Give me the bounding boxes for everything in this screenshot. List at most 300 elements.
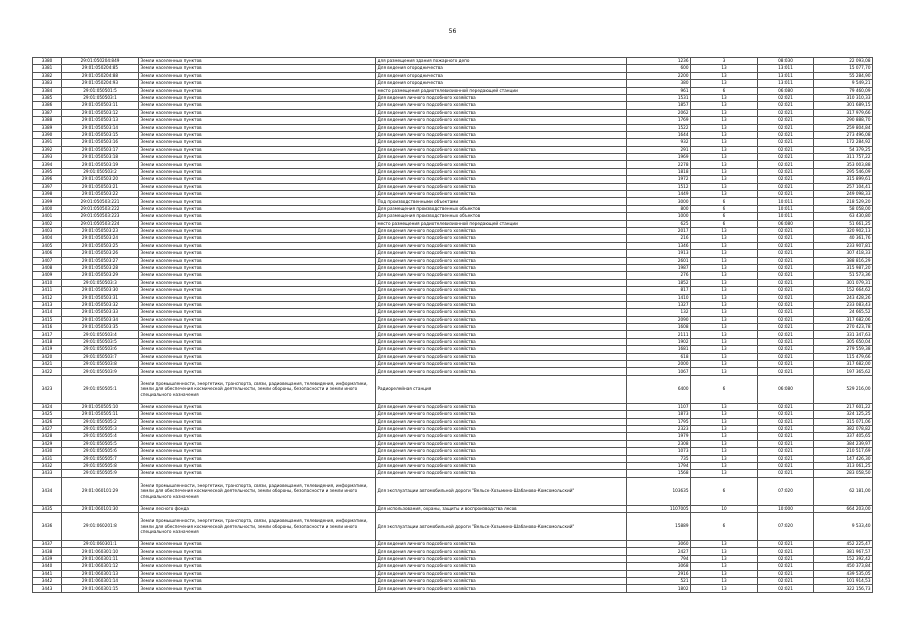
permitted-use-cell: Для ведения личного подсобного хозяйства bbox=[376, 124, 627, 131]
group-code-cell: 13 bbox=[691, 294, 758, 301]
type-code-cell: 02:021 bbox=[758, 294, 814, 301]
permitted-use-cell: Для ведения личного подсобного хозяйства bbox=[376, 168, 627, 175]
type-code-cell: 06:080 bbox=[758, 375, 814, 403]
area-cell: 2601 bbox=[627, 257, 691, 264]
area-cell: 3060 bbox=[627, 541, 691, 548]
area-cell: 1107005 bbox=[627, 505, 691, 512]
permitted-use-cell: Для ведения личного подсобного хозяйства bbox=[376, 102, 627, 109]
type-code-cell: 07:020 bbox=[758, 513, 814, 541]
group-code-cell: 6 bbox=[691, 87, 758, 94]
permitted-use-cell: Для ведения личного подсобного хозяйства bbox=[376, 331, 627, 338]
group-code-cell: 13 bbox=[691, 279, 758, 286]
group-code-cell: 13 bbox=[691, 578, 758, 585]
type-code-cell: 02:021 bbox=[758, 279, 814, 286]
permitted-use-cell: Для ведения личного подсобного хозяйства bbox=[376, 563, 627, 570]
permitted-use-cell: Для ведения личного подсобного хозяйства bbox=[376, 146, 627, 153]
permitted-use-cell: Для ведения личного подсобного хозяйства bbox=[376, 264, 627, 271]
cadastral-number-cell: 29:01:050503:24 bbox=[62, 235, 139, 242]
type-code-cell: 02:021 bbox=[758, 368, 814, 375]
permitted-use-cell: Для ведения личного подсобного хозяйства bbox=[376, 117, 627, 124]
land-category-cell: Земли населенных пунктов bbox=[139, 154, 376, 161]
permitted-use-cell: Радиорелейная станция bbox=[376, 375, 627, 403]
area-cell: 2062 bbox=[627, 109, 691, 116]
type-code-cell: 02:021 bbox=[758, 541, 814, 548]
area-cell: 3000 bbox=[627, 198, 691, 205]
land-category-cell: Земли населенных пунктов bbox=[139, 331, 376, 338]
cadastral-number-cell: 29:01:050503:31 bbox=[62, 294, 139, 301]
group-code-cell: 13 bbox=[691, 324, 758, 331]
land-category-cell: Земли населенных пунктов bbox=[139, 338, 376, 345]
group-code-cell: 13 bbox=[691, 94, 758, 101]
type-code-cell: 02:021 bbox=[758, 168, 814, 175]
permitted-use-cell: Для ведения личного подсобного хозяйства bbox=[376, 242, 627, 249]
type-code-cell: 02:021 bbox=[758, 570, 814, 577]
area-cell: 817 bbox=[627, 287, 691, 294]
cadastral-number-cell: 29:01:050505:8 bbox=[62, 462, 139, 469]
cadastral-number-cell: 29:01:050503:4 bbox=[62, 331, 139, 338]
area-cell: 1802 bbox=[627, 585, 691, 592]
cadastral-number-cell: 29:01:050505:6 bbox=[62, 448, 139, 455]
table-row bbox=[33, 109, 873, 116]
cadastral-value-cell: 51 661,25 bbox=[814, 220, 873, 227]
land-category-cell: Земли населенных пунктов bbox=[139, 279, 376, 286]
row-number-cell: 3440 bbox=[33, 563, 62, 570]
type-code-cell: 02:021 bbox=[758, 117, 814, 124]
table-row bbox=[33, 117, 873, 124]
table-row bbox=[33, 555, 873, 562]
cadastral-number-cell: 29:01:050503:32 bbox=[62, 301, 139, 308]
area-cell: 2111 bbox=[627, 331, 691, 338]
land-category-cell: Земли населенных пунктов bbox=[139, 578, 376, 585]
group-code-cell: 13 bbox=[691, 80, 758, 87]
group-code-cell: 13 bbox=[691, 353, 758, 360]
cadastral-value-cell: 317 682,00 bbox=[814, 361, 873, 368]
row-number-cell: 3441 bbox=[33, 570, 62, 577]
area-cell: 291 bbox=[627, 146, 691, 153]
permitted-use-cell: Для ведения личного подсобного хозяйства bbox=[376, 418, 627, 425]
land-category-cell: Земли населенных пунктов bbox=[139, 455, 376, 462]
table-row bbox=[33, 338, 873, 345]
cadastral-value-cell: 529 216,00 bbox=[814, 375, 873, 403]
type-code-cell: 02:021 bbox=[758, 548, 814, 555]
land-category-cell: Земли населенных пунктов bbox=[139, 146, 376, 153]
type-code-cell: 06:080 bbox=[758, 87, 814, 94]
type-code-cell: 10:011 bbox=[758, 198, 814, 205]
row-number-cell: 3398 bbox=[33, 191, 62, 198]
type-code-cell: 02:021 bbox=[758, 316, 814, 323]
area-cell: 2278 bbox=[627, 161, 691, 168]
cadastral-number-cell: 29:01:060301:14 bbox=[62, 578, 139, 585]
permitted-use-cell: Для ведения личного подсобного хозяйства bbox=[376, 235, 627, 242]
cadastral-value-cell: 197 365,62 bbox=[814, 368, 873, 375]
cadastral-value-cell: 317 979,66 bbox=[814, 109, 873, 116]
cadastral-value-cell: 310 310,33 bbox=[814, 94, 873, 101]
table-row bbox=[33, 513, 873, 541]
cadastral-number-cell: 29:01:050505:5 bbox=[62, 440, 139, 447]
type-code-cell: 02:021 bbox=[758, 448, 814, 455]
group-code-cell: 13 bbox=[691, 250, 758, 257]
cadastral-number-cell: 29:01:050505:10 bbox=[62, 403, 139, 410]
area-cell: 1857 bbox=[627, 102, 691, 109]
area-cell: 794 bbox=[627, 555, 691, 562]
land-category-cell: Земли населенных пунктов bbox=[139, 361, 376, 368]
cadastral-value-cell: 63 430,80 bbox=[814, 213, 873, 220]
cadastral-number-cell: 29:01:050503:20 bbox=[62, 176, 139, 183]
cadastral-number-cell: 29:01:050503:224 bbox=[62, 220, 139, 227]
area-cell: 2090 bbox=[627, 316, 691, 323]
row-number-cell: 3413 bbox=[33, 301, 62, 308]
group-code-cell: 13 bbox=[691, 161, 758, 168]
land-category-cell: Земли населенных пунктов bbox=[139, 541, 376, 548]
land-category-cell: Земли населенных пунктов bbox=[139, 264, 376, 271]
group-code-cell: 13 bbox=[691, 585, 758, 592]
type-code-cell: 10:011 bbox=[758, 205, 814, 212]
cadastral-number-cell: 29:01:050503:26 bbox=[62, 250, 139, 257]
area-cell: 2427 bbox=[627, 548, 691, 555]
row-number-cell: 3431 bbox=[33, 455, 62, 462]
row-number-cell: 3399 bbox=[33, 198, 62, 205]
permitted-use-cell: Для ведения личного подсобного хозяйства bbox=[376, 541, 627, 548]
group-code-cell: 13 bbox=[691, 191, 758, 198]
row-number-cell: 3390 bbox=[33, 131, 62, 138]
land-category-cell: Земли промышленности, энергетики, транспорта, связи, радиовещания, телевидения, информатики, земли для обеспечения космической деятельности, земли обороны, безопасности и земли иного специального назначения bbox=[139, 513, 376, 541]
cadastral-value-cell: 382 078,82 bbox=[814, 425, 873, 432]
table-body bbox=[33, 58, 873, 593]
cadastral-number-cell: 29:01:050503:15 bbox=[62, 131, 139, 138]
group-code-cell: 13 bbox=[691, 235, 758, 242]
permitted-use-cell: Для ведения огородничества bbox=[376, 72, 627, 79]
land-category-cell: Земли населенных пунктов bbox=[139, 301, 376, 308]
cadastral-number-cell: 29:01:050503:29 bbox=[62, 272, 139, 279]
cadastral-value-cell: 210 517,69 bbox=[814, 448, 873, 455]
land-category-cell: Земли населенных пунктов bbox=[139, 316, 376, 323]
cadastral-value-cell: 324 125,25 bbox=[814, 411, 873, 418]
table-row bbox=[33, 301, 873, 308]
table-row bbox=[33, 191, 873, 198]
table-row bbox=[33, 418, 873, 425]
land-category-cell: Земли населенных пунктов bbox=[139, 198, 376, 205]
cadastral-value-cell: 152 664,62 bbox=[814, 287, 873, 294]
permitted-use-cell: Для ведения личного подсобного хозяйства bbox=[376, 585, 627, 592]
land-category-cell: Земли населенных пунктов bbox=[139, 250, 376, 257]
group-code-cell: 6 bbox=[691, 220, 758, 227]
land-category-cell: Земли населенных пунктов bbox=[139, 403, 376, 410]
area-cell: 735 bbox=[627, 455, 691, 462]
cadastral-value-cell: 62 181,00 bbox=[814, 477, 873, 505]
row-number-cell: 3442 bbox=[33, 578, 62, 585]
cadastral-value-cell: 295 546,09 bbox=[814, 168, 873, 175]
area-cell: 1681 bbox=[627, 346, 691, 353]
row-number-cell: 3396 bbox=[33, 176, 62, 183]
table-row bbox=[33, 440, 873, 447]
cadastral-number-cell: 29:01:050503:13 bbox=[62, 117, 139, 124]
permitted-use-cell: Для ведения личного подсобного хозяйства bbox=[376, 448, 627, 455]
group-code-cell: 6 bbox=[691, 513, 758, 541]
type-code-cell: 02:021 bbox=[758, 331, 814, 338]
cadastral-value-cell: 40 361,76 bbox=[814, 235, 873, 242]
cadastral-value-cell: 147 426,30 bbox=[814, 455, 873, 462]
table-row bbox=[33, 287, 873, 294]
group-code-cell: 13 bbox=[691, 102, 758, 109]
cadastral-number-cell: 29:01:050505:3 bbox=[62, 425, 139, 432]
permitted-use-cell: Для ведения личного подсобного хозяйства bbox=[376, 462, 627, 469]
table-row bbox=[33, 94, 873, 101]
row-number-cell: 3427 bbox=[33, 425, 62, 432]
group-code-cell: 13 bbox=[691, 301, 758, 308]
land-category-cell: Земли населенных пунктов bbox=[139, 346, 376, 353]
permitted-use-cell: Для ведения огородничества bbox=[376, 80, 627, 87]
land-category-cell: Земли населенных пунктов bbox=[139, 433, 376, 440]
cadastral-number-cell: 29:01:050503:223 bbox=[62, 213, 139, 220]
cadastral-number-cell: 29:01:060301:11 bbox=[62, 555, 139, 562]
permitted-use-cell: Для ведения личного подсобного хозяйства bbox=[376, 139, 627, 146]
land-category-cell: Земли населенных пунктов bbox=[139, 102, 376, 109]
cadastral-value-cell: 217 601,22 bbox=[814, 403, 873, 410]
area-cell: 276 bbox=[627, 272, 691, 279]
type-code-cell: 02:021 bbox=[758, 176, 814, 183]
cadastral-number-cell: 29:01:050204:849 bbox=[62, 58, 139, 65]
land-category-cell: Земли населенных пунктов bbox=[139, 124, 376, 131]
row-number-cell: 3439 bbox=[33, 555, 62, 562]
type-code-cell: 02:021 bbox=[758, 455, 814, 462]
table-row bbox=[33, 331, 873, 338]
area-cell: 2308 bbox=[627, 440, 691, 447]
table-row bbox=[33, 403, 873, 410]
cadastral-number-cell: 29:01:050204:93 bbox=[62, 80, 139, 87]
type-code-cell: 02:021 bbox=[758, 146, 814, 153]
table-row bbox=[33, 124, 873, 131]
row-number-cell: 3391 bbox=[33, 139, 62, 146]
cadastral-value-cell: 270 423,78 bbox=[814, 324, 873, 331]
table-row bbox=[33, 154, 873, 161]
table-row bbox=[33, 585, 873, 592]
row-number-cell: 3400 bbox=[33, 205, 62, 212]
cadastral-value-cell: 301 689,15 bbox=[814, 102, 873, 109]
cadastral-value-cell: 452 225,47 bbox=[814, 541, 873, 548]
group-code-cell: 13 bbox=[691, 309, 758, 316]
cadastral-value-cell: 218 529,20 bbox=[814, 198, 873, 205]
area-cell: 1644 bbox=[627, 131, 691, 138]
cadastral-number-cell: 29:01:050505:2 bbox=[62, 418, 139, 425]
cadastral-value-cell: 22 093,08 bbox=[814, 58, 873, 65]
group-code-cell: 6 bbox=[691, 198, 758, 205]
group-code-cell: 13 bbox=[691, 146, 758, 153]
row-number-cell: 3424 bbox=[33, 403, 62, 410]
cadastral-number-cell: 29:01:050503:34 bbox=[62, 316, 139, 323]
permitted-use-cell: Для ведения личного подсобного хозяйства bbox=[376, 411, 627, 418]
type-code-cell: 02:021 bbox=[758, 94, 814, 101]
area-cell: 1769 bbox=[627, 117, 691, 124]
table-row bbox=[33, 570, 873, 577]
land-category-cell: Земли населенных пунктов bbox=[139, 570, 376, 577]
cadastral-number-cell: 29:01:050503:33 bbox=[62, 309, 139, 316]
cadastral-number-cell: 29:01:050503:17 bbox=[62, 146, 139, 153]
cadastral-number-cell: 29:01:050503:3 bbox=[62, 279, 139, 286]
cadastral-number-cell: 29:01:050503:25 bbox=[62, 242, 139, 249]
land-category-cell: Земли населенных пунктов bbox=[139, 139, 376, 146]
cadastral-value-cell: 54 379,25 bbox=[814, 146, 873, 153]
land-category-cell: Земли населенных пунктов bbox=[139, 168, 376, 175]
group-code-cell: 13 bbox=[691, 440, 758, 447]
group-code-cell: 13 bbox=[691, 272, 758, 279]
table-row bbox=[33, 279, 873, 286]
cadastral-value-cell: 152 392,42 bbox=[814, 555, 873, 562]
type-code-cell: 02:021 bbox=[758, 264, 814, 271]
table-row bbox=[33, 505, 873, 512]
cadastral-value-cell: 58 058,00 bbox=[814, 205, 873, 212]
row-number-cell: 3433 bbox=[33, 470, 62, 477]
row-number-cell: 3414 bbox=[33, 309, 62, 316]
group-code-cell: 13 bbox=[691, 176, 758, 183]
cadastral-number-cell: 29:01:050503:19 bbox=[62, 161, 139, 168]
permitted-use-cell: Для ведения личного подсобного хозяйства bbox=[376, 301, 627, 308]
row-number-cell: 3435 bbox=[33, 505, 62, 512]
land-category-cell: Земли населенных пунктов bbox=[139, 65, 376, 72]
type-code-cell: 02:021 bbox=[758, 578, 814, 585]
land-category-cell: Земли населенных пунктов bbox=[139, 117, 376, 124]
cadastral-value-cell: 315 899,61 bbox=[814, 176, 873, 183]
group-code-cell: 13 bbox=[691, 242, 758, 249]
cadastral-value-cell: 384 239,97 bbox=[814, 440, 873, 447]
cadastral-number-cell: 29:01:050204:85 bbox=[62, 65, 139, 72]
area-cell: 800 bbox=[627, 205, 691, 212]
permitted-use-cell: Для ведения личного подсобного хозяйства bbox=[376, 324, 627, 331]
cadastral-number-cell: 29:01:050505:9 bbox=[62, 470, 139, 477]
row-number-cell: 3416 bbox=[33, 324, 62, 331]
area-cell: 1794 bbox=[627, 462, 691, 469]
permitted-use-cell: Для ведения личного подсобного хозяйства bbox=[376, 272, 627, 279]
permitted-use-cell: Для размещения производственных объектов bbox=[376, 213, 627, 220]
row-number-cell: 3426 bbox=[33, 418, 62, 425]
type-code-cell: 02:021 bbox=[758, 440, 814, 447]
type-code-cell: 07:020 bbox=[758, 477, 814, 505]
cadastral-value-cell: 381 967,57 bbox=[814, 548, 873, 555]
area-cell: 1818 bbox=[627, 168, 691, 175]
table-row bbox=[33, 220, 873, 227]
group-code-cell: 10 bbox=[691, 505, 758, 512]
land-category-cell: Земли населенных пунктов bbox=[139, 563, 376, 570]
permitted-use-cell: Для ведения личного подсобного хозяйства bbox=[376, 316, 627, 323]
cadastral-value-cell: 273 496,08 bbox=[814, 131, 873, 138]
land-category-cell: Земли лесного фонда bbox=[139, 505, 376, 512]
row-number-cell: 3409 bbox=[33, 272, 62, 279]
group-code-cell: 13 bbox=[691, 563, 758, 570]
table-row bbox=[33, 462, 873, 469]
group-code-cell: 13 bbox=[691, 338, 758, 345]
cadastral-number-cell: 29:01:050503:8 bbox=[62, 361, 139, 368]
cadastral-value-cell: 243 428,26 bbox=[814, 294, 873, 301]
group-code-cell: 13 bbox=[691, 183, 758, 190]
area-cell: 1795 bbox=[627, 418, 691, 425]
area-cell: 1410 bbox=[627, 294, 691, 301]
type-code-cell: 02:021 bbox=[758, 131, 814, 138]
permitted-use-cell: Для ведения личного подсобного хозяйства bbox=[376, 294, 627, 301]
permitted-use-cell: Для ведения личного подсобного хозяйства bbox=[376, 287, 627, 294]
row-number-cell: 3406 bbox=[33, 250, 62, 257]
type-code-cell: 10:011 bbox=[758, 213, 814, 220]
row-number-cell: 3421 bbox=[33, 361, 62, 368]
cadastral-number-cell: 29:01:060101:29 bbox=[62, 477, 139, 505]
permitted-use-cell: Для эксплуатации автомобильной дороги "Вельск-Хозьмино-Шабаново-Комсомольский" bbox=[376, 513, 627, 541]
land-category-cell: Земли населенных пунктов bbox=[139, 87, 376, 94]
land-category-cell: Земли населенных пунктов bbox=[139, 324, 376, 331]
permitted-use-cell: Для ведения личного подсобного хозяйства bbox=[376, 227, 627, 234]
type-code-cell: 02:021 bbox=[758, 161, 814, 168]
cadastral-value-cell: 249 098,33 bbox=[814, 191, 873, 198]
cadastral-value-cell: 115 479,66 bbox=[814, 353, 873, 360]
table-row bbox=[33, 80, 873, 87]
type-code-cell: 02:021 bbox=[758, 361, 814, 368]
row-number-cell: 3410 bbox=[33, 279, 62, 286]
cadastral-number-cell: 29:01:060101:30 bbox=[62, 505, 139, 512]
permitted-use-cell: Для ведения личного подсобного хозяйства bbox=[376, 161, 627, 168]
group-code-cell: 13 bbox=[691, 403, 758, 410]
row-number-cell: 3393 bbox=[33, 154, 62, 161]
type-code-cell: 02:021 bbox=[758, 411, 814, 418]
area-cell: 1067 bbox=[627, 368, 691, 375]
land-category-cell: Земли населенных пунктов bbox=[139, 418, 376, 425]
cadastral-number-cell: 29:01:050503:2 bbox=[62, 168, 139, 175]
row-number-cell: 3425 bbox=[33, 411, 62, 418]
table-row bbox=[33, 346, 873, 353]
area-cell: 1873 bbox=[627, 411, 691, 418]
row-number-cell: 3392 bbox=[33, 146, 62, 153]
type-code-cell: 02:021 bbox=[758, 346, 814, 353]
row-number-cell: 3418 bbox=[33, 338, 62, 345]
land-category-cell: Земли населенных пунктов bbox=[139, 309, 376, 316]
cadastral-number-cell: 29:01:050503:11 bbox=[62, 102, 139, 109]
cadastral-value-cell: 317 682,06 bbox=[814, 316, 873, 323]
permitted-use-cell: Под производственными объектами bbox=[376, 198, 627, 205]
land-category-cell: Земли населенных пунктов bbox=[139, 242, 376, 249]
cadastral-number-cell: 29:01:050505:1 bbox=[62, 375, 139, 403]
type-code-cell: 02:021 bbox=[758, 191, 814, 198]
type-code-cell: 02:021 bbox=[758, 403, 814, 410]
cadastral-value-cell: 315 071,06 bbox=[814, 418, 873, 425]
land-category-cell: Земли населенных пунктов bbox=[139, 548, 376, 555]
group-code-cell: 3 bbox=[691, 58, 758, 65]
land-category-cell: Земли населенных пунктов bbox=[139, 72, 376, 79]
area-cell: 2200 bbox=[627, 72, 691, 79]
cadastral-number-cell: 29:01:050503:12 bbox=[62, 109, 139, 116]
land-category-cell: Земли населенных пунктов bbox=[139, 220, 376, 227]
land-category-cell: Земли населенных пунктов bbox=[139, 109, 376, 116]
type-code-cell: 02:021 bbox=[758, 109, 814, 116]
group-code-cell: 13 bbox=[691, 154, 758, 161]
group-code-cell: 6 bbox=[691, 213, 758, 220]
permitted-use-cell: Для ведения личного подсобного хозяйства bbox=[376, 555, 627, 562]
type-code-cell: 02:021 bbox=[758, 272, 814, 279]
group-code-cell: 13 bbox=[691, 109, 758, 116]
land-registry-table bbox=[32, 57, 873, 593]
cadastral-number-cell: 29:01:060301:10 bbox=[62, 548, 139, 555]
type-code-cell: 02:021 bbox=[758, 287, 814, 294]
permitted-use-cell: Для ведения личного подсобного хозяйства bbox=[376, 361, 627, 368]
page-number: 56 bbox=[448, 28, 457, 35]
cadastral-value-cell: 311 757,22 bbox=[814, 154, 873, 161]
group-code-cell: 13 bbox=[691, 361, 758, 368]
group-code-cell: 13 bbox=[691, 448, 758, 455]
permitted-use-cell: Для ведения личного подсобного хозяйства bbox=[376, 176, 627, 183]
type-code-cell: 02:021 bbox=[758, 555, 814, 562]
permitted-use-cell: Для ведения личного подсобного хозяйства bbox=[376, 109, 627, 116]
table-row bbox=[33, 433, 873, 440]
table-row bbox=[33, 65, 873, 72]
table-row bbox=[33, 578, 873, 585]
area-cell: 1972 bbox=[627, 176, 691, 183]
table-row bbox=[33, 183, 873, 190]
type-code-cell: 02:021 bbox=[758, 183, 814, 190]
